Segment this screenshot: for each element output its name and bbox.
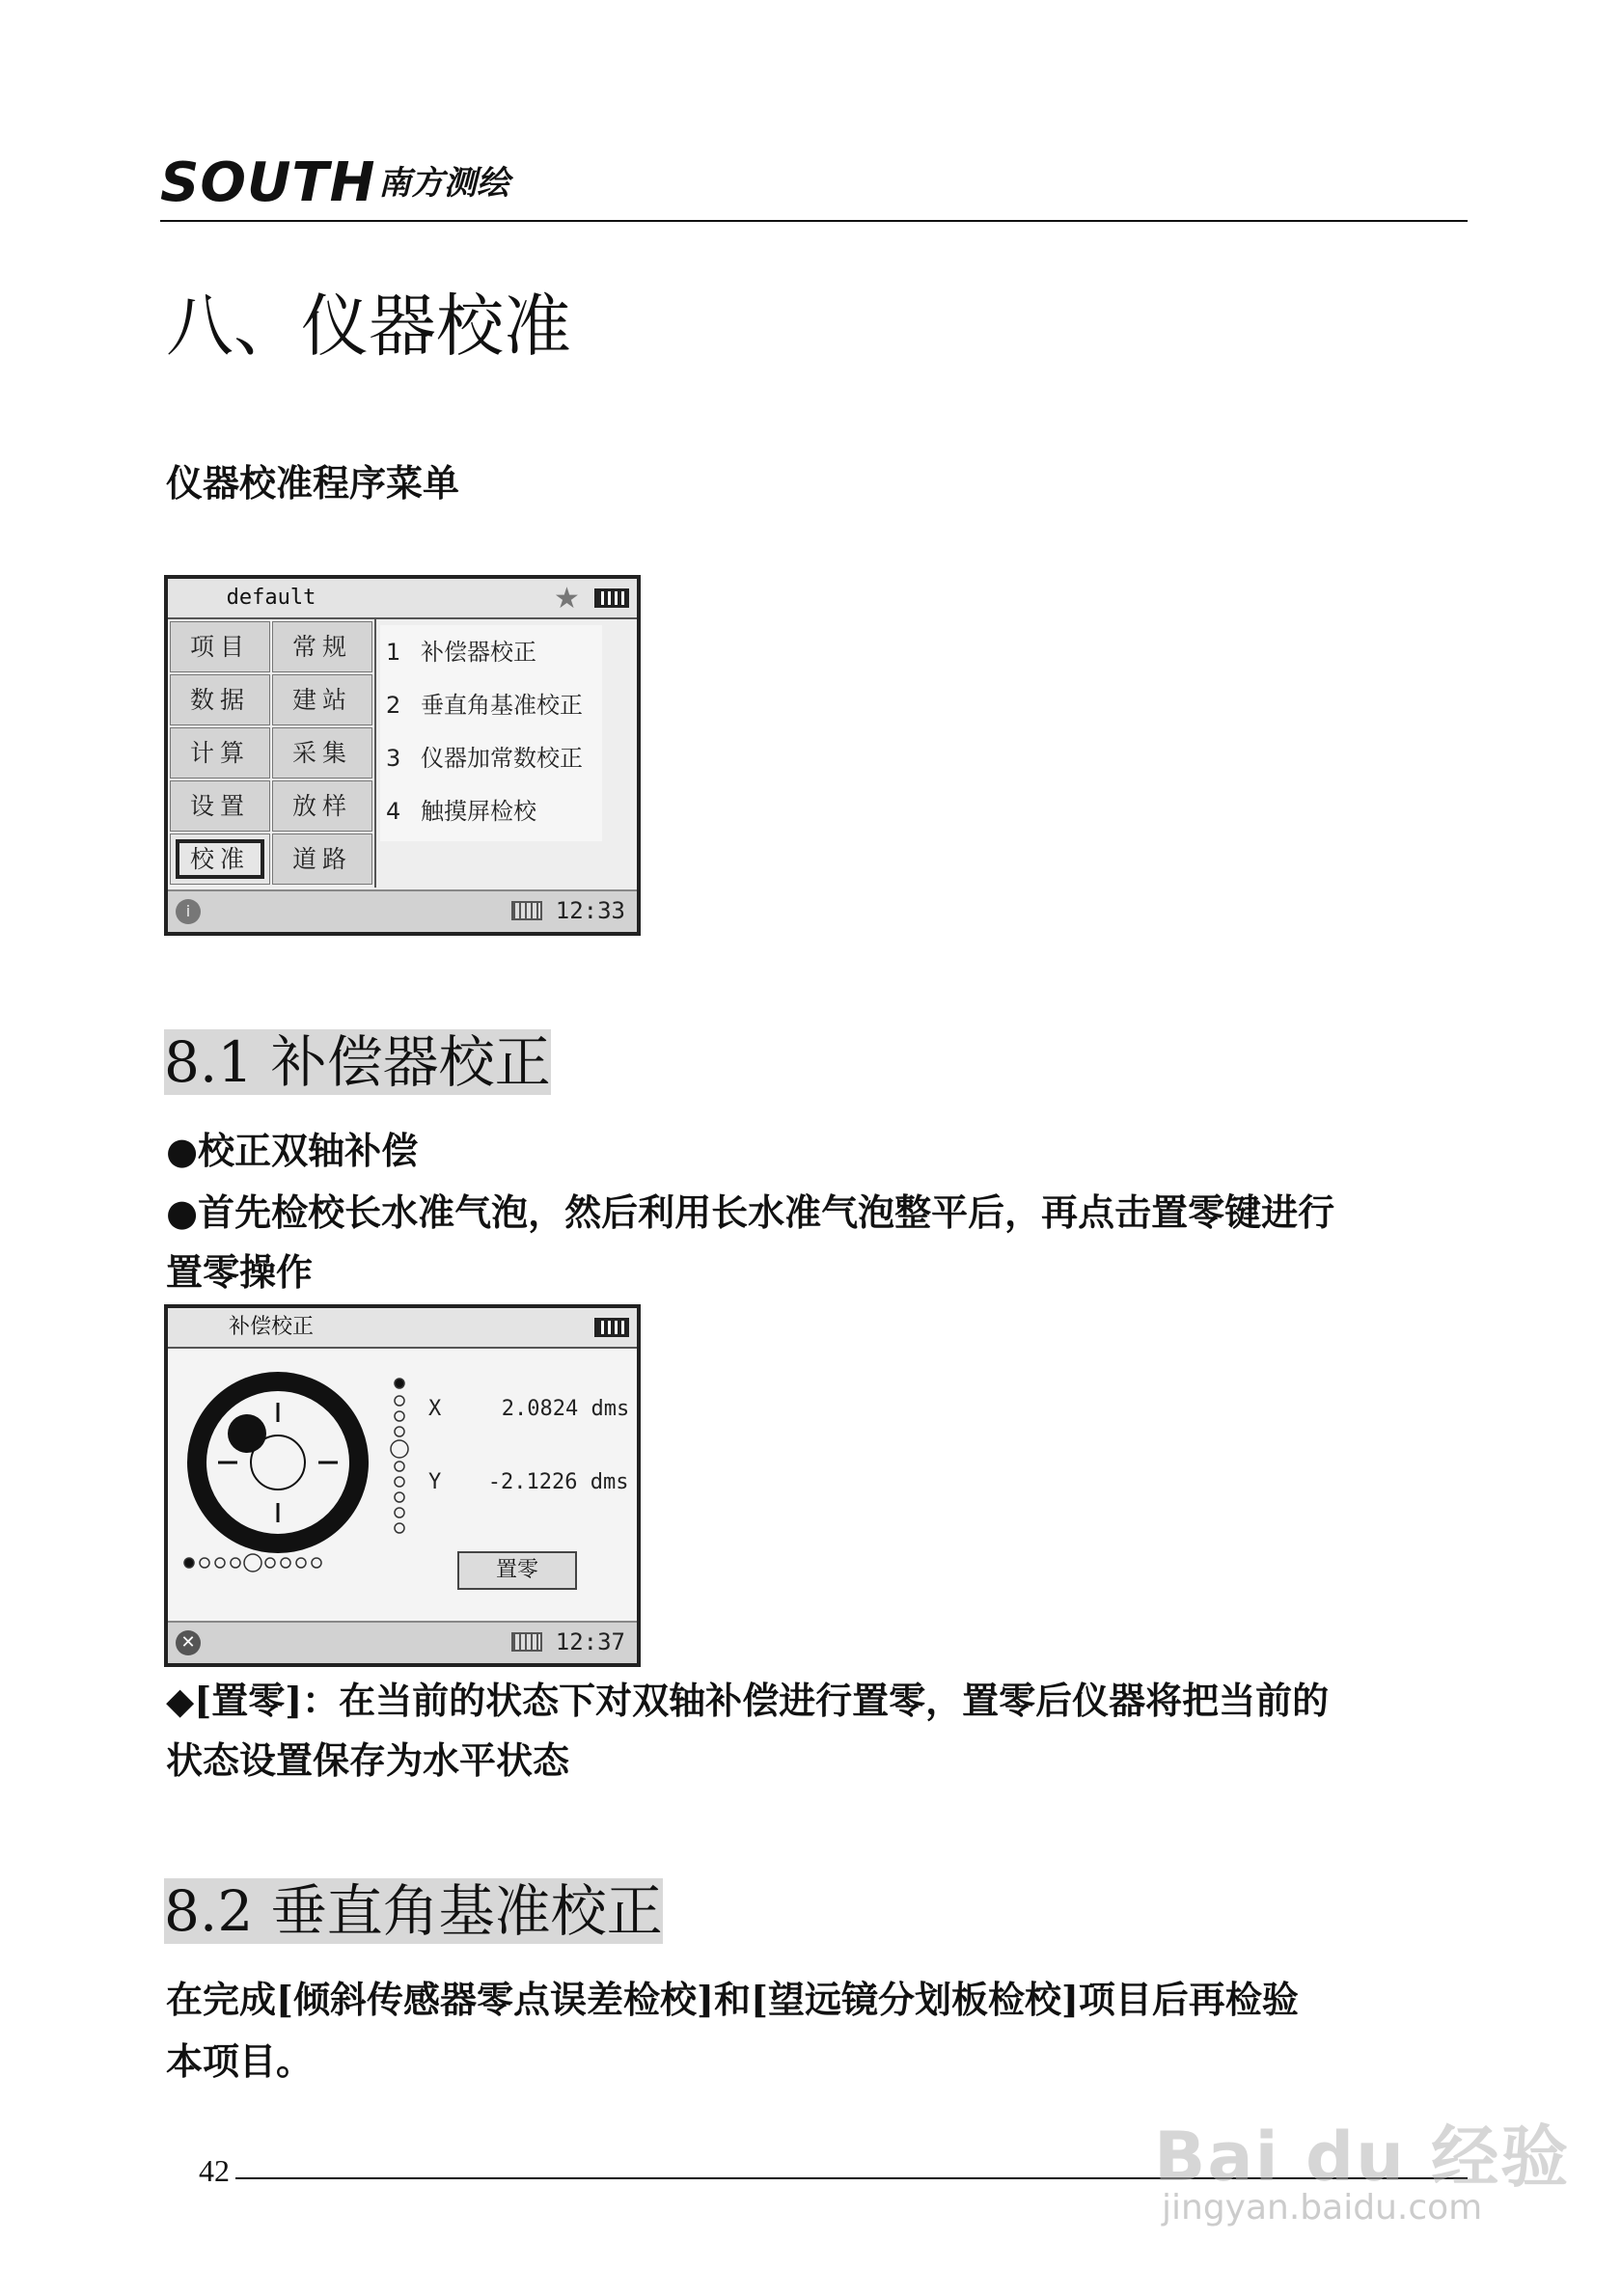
menu-list-item[interactable]: [386, 686, 583, 720]
baidu-watermark-url: jingyan.baidu.com: [1162, 2188, 1483, 2228]
menu-topbar: [374, 579, 637, 619]
menu-button-road[interactable]: 道路: [272, 834, 372, 885]
x-value: 2.0824 dms: [501, 1397, 630, 1421]
bullet-text: ●首先检校长水准气泡，然后利用长水准气泡整平后，再点击置零键进行: [166, 1190, 1335, 1234]
menu-item-number: 2: [386, 692, 401, 719]
bubble-dot: [228, 1414, 266, 1453]
south-logo: SOUTH: [160, 151, 376, 214]
compensator-screen: [164, 1304, 641, 1667]
status-time: 12:37: [555, 1628, 625, 1655]
menu-item-label: 触摸屏检校: [421, 798, 536, 825]
close-icon[interactable]: ✕: [176, 1630, 201, 1655]
section-8-2-title: [164, 1875, 663, 1947]
status-time: 12:33: [555, 897, 625, 924]
menu-screen-title: default: [168, 579, 376, 619]
compensator-topbar: [374, 1308, 637, 1349]
x-readout: [428, 1397, 629, 1421]
menu-button-calibrate[interactable]: 校准: [170, 834, 270, 885]
zero-button[interactable]: 置零: [457, 1551, 577, 1590]
menu-status-bar: [168, 889, 637, 932]
y-label: Y: [428, 1470, 442, 1494]
menu-button-compute[interactable]: 计算: [170, 727, 270, 779]
menu-button-item[interactable]: 项目: [170, 621, 270, 672]
battery-icon: [594, 588, 629, 608]
chapter-title-text: 八、仪器校准: [166, 287, 571, 366]
menu-item-label: 垂直角基准校正: [421, 692, 583, 719]
menu-button-general[interactable]: 常规: [272, 621, 372, 672]
vertical-bubble-scale: [391, 1379, 408, 1533]
body-text: 在完成[倾斜传感器零点误差检校]和[望远镜分划板检校]项目后再检验: [166, 1978, 1299, 2021]
section-8-1-title: [164, 1026, 551, 1098]
menu-item-number: 4: [386, 798, 401, 825]
menu-item-number: 3: [386, 745, 401, 772]
menu-item-number: 1: [386, 639, 401, 666]
star-icon[interactable]: ★: [554, 582, 580, 615]
menu-button-data[interactable]: 数据: [170, 674, 270, 725]
menu-list-item[interactable]: [386, 739, 583, 773]
y-value: -2.1226 dms: [487, 1470, 629, 1494]
menu-item-label: 补偿器校正: [421, 639, 536, 666]
bullet-text: ●校正双轴补偿: [166, 1129, 419, 1172]
info-icon[interactable]: i: [176, 899, 201, 924]
compensator-status-bar: [168, 1621, 637, 1663]
menu-button-station[interactable]: 建站: [272, 674, 372, 725]
compensator-screen-title: 补偿校正: [168, 1308, 376, 1349]
bullet-text: 置零操作: [166, 1250, 314, 1294]
keyboard-icon[interactable]: [511, 1632, 542, 1652]
y-readout: [428, 1470, 628, 1494]
chapter-title: [166, 286, 571, 367]
note-text: 状态设置保存为水平状态: [166, 1738, 570, 1782]
menu-button-settings[interactable]: 设置: [170, 780, 270, 832]
menu-divider: [374, 617, 376, 888]
menu-button-stakeout[interactable]: 放样: [272, 780, 372, 832]
page-number: 42: [199, 2153, 230, 2188]
section-8-1-title-text: 8.1 补偿器校正: [164, 1029, 551, 1095]
header-rule: [160, 220, 1468, 222]
battery-icon: [594, 1318, 629, 1337]
baidu-watermark: Bai du 经验: [1154, 2118, 1571, 2197]
south-logo-cn: 南方测绘: [378, 164, 509, 203]
x-label: X: [428, 1397, 442, 1421]
menu-list-item[interactable]: [386, 633, 536, 667]
menu-button-collect[interactable]: 采集: [272, 727, 372, 779]
note-text: ◆[置零]：在当前的状态下对双轴补偿进行置零，置零后仪器将把当前的: [166, 1679, 1330, 1722]
menu-list-item[interactable]: [386, 792, 536, 826]
horizontal-bubble-scale: [184, 1554, 321, 1572]
section-8-2-title-text: 8.2 垂直角基准校正: [164, 1878, 663, 1944]
menu-screen: [164, 575, 641, 936]
menu-item-label: 仪器加常数校正: [421, 745, 583, 772]
intro-text: 仪器校准程序菜单: [166, 461, 460, 505]
body-text: 本项目。: [166, 2039, 314, 2083]
keyboard-icon[interactable]: [511, 901, 542, 920]
